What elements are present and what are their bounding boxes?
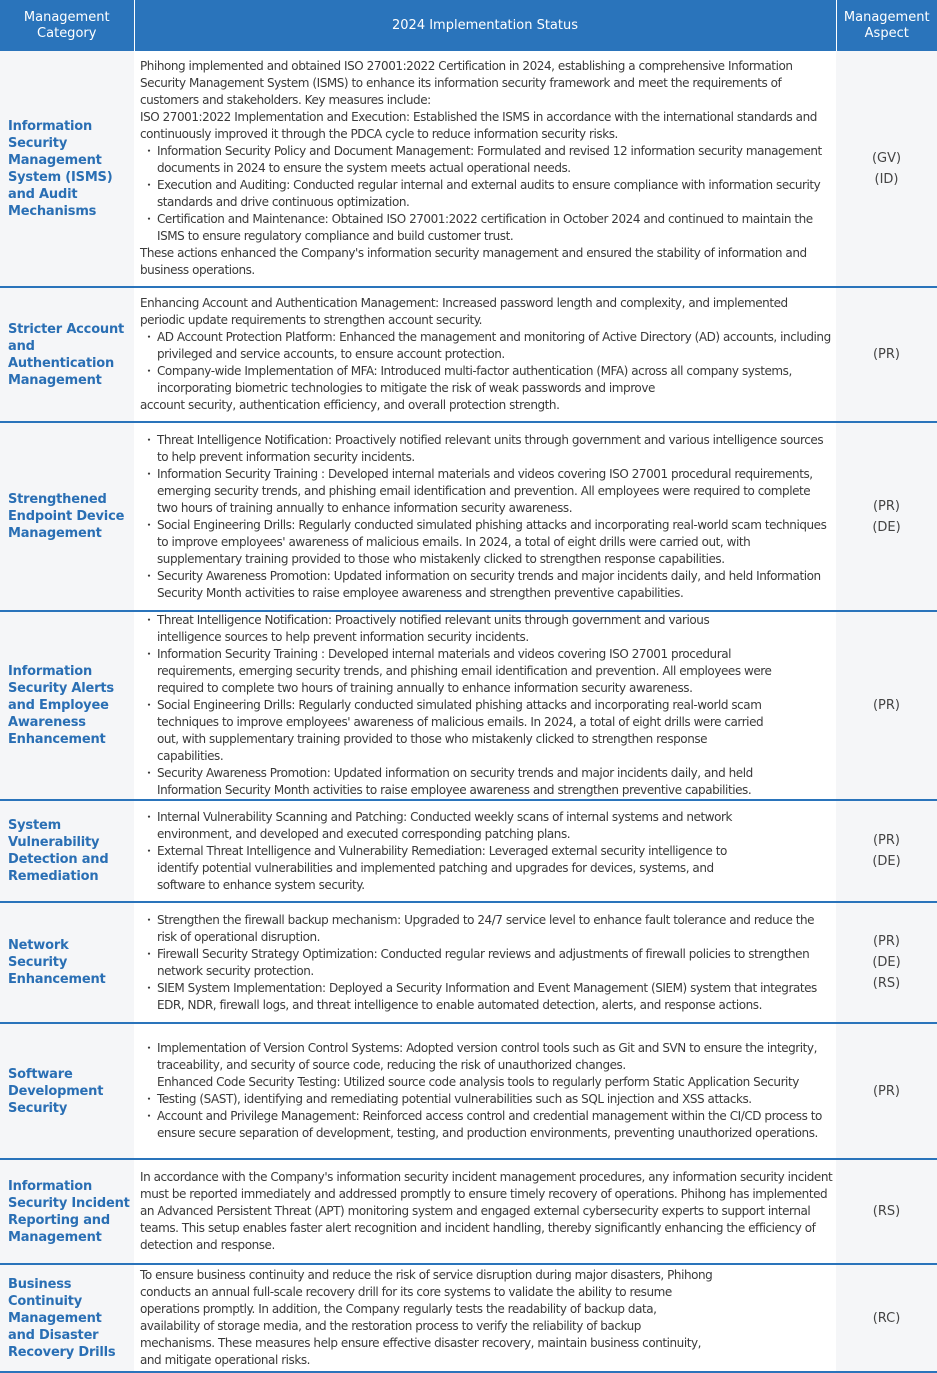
management-aspect-cell — [836, 287, 937, 422]
implementation-status-cell — [134, 611, 836, 800]
management-category-cell: Business Continuity Management and Disaster Recovery Drills — [0, 1264, 134, 1372]
header-management-category: Management Category — [0, 0, 134, 51]
management-category-cell: System Vulnerability Detection and Remediation — [0, 800, 134, 902]
bullet-text: External Threat Intelligence and Vulnerability Remediation: Leveraged external security intelligence to identify potential vulnerabilities and implemented patching and upgrades for devices, systems, and software to enhance system security. — [157, 843, 727, 892]
table-row — [0, 611, 937, 800]
status-paragraph: To ensure business continuity and reduce the risk of service disruption during major disasters, Phihong conducts an annual full-scale recovery drill for its core systems to validate the ability to resume operations promptly. In addition, the Company regularly tests the readability of backup data, availability of storage media, and the restoration process to verify the reliability of backup mechanisms. These measures help ensure effective disaster recovery, maintain business continuity, and mitigate operational risks. — [140, 1268, 713, 1367]
implementation-status-cell — [134, 800, 836, 902]
aspect-code: (RC) — [872, 1310, 901, 1326]
bullet-item — [140, 143, 834, 177]
management-category-cell: Strengthened Endpoint Device Management — [0, 422, 134, 611]
bullet-item — [140, 329, 834, 363]
aspect-code: (PR) — [872, 833, 900, 848]
bullet-dot-icon: ・ — [143, 144, 155, 158]
bullet-item — [140, 946, 834, 980]
management-aspect-cell — [836, 902, 937, 1023]
implementation-status-cell — [134, 1264, 836, 1372]
bullet-item — [140, 912, 834, 946]
table-row — [0, 1159, 937, 1264]
aspect-code: (DE) — [872, 519, 901, 535]
bullet-text: Implementation of Version Control Systems: Adopted version control tools such as Git and SVN to ensure the integrity, traceability, and security of source code, reducing the risk of unauthorized changes. — [157, 1041, 817, 1072]
aspect-code: (PR) — [872, 934, 900, 949]
header-implementation-status: 2024 Implementation Status — [134, 0, 836, 51]
bullet-text: Information Security Training : Developed internal materials and videos covering ISO 27001 procedural requirements, emerging security trends, and phishing email identification and prevention. All employees were required to complete two hours of training annually to enhance information security awareness. — [157, 647, 772, 695]
aspect-code: (RS) — [872, 1204, 901, 1219]
table-row — [0, 800, 937, 902]
table-body — [0, 51, 937, 1372]
implementation-status-cell — [134, 902, 836, 1023]
bullet-item — [140, 177, 834, 211]
bullet-text: Testing (SAST), identifying and remediating potential vulnerabilities such as SQL injection and XSS attacks. — [157, 1092, 752, 1106]
bullet-dot-icon: ・ — [143, 698, 155, 712]
table-header-row — [0, 0, 937, 51]
implementation-status-cell — [134, 422, 836, 611]
management-category-cell: Stricter Account and Authentication Management — [0, 287, 134, 422]
bullet-text: Execution and Auditing: Conducted regular internal and external audits to ensure compliance with information security standards and drive continuous optimization. — [157, 178, 821, 209]
bullet-dot-icon: ・ — [143, 980, 155, 995]
table-row — [0, 287, 937, 422]
management-category-cell: Software Development Security — [0, 1023, 134, 1159]
implementation-status-cell — [134, 51, 836, 287]
bullet-item — [140, 646, 776, 697]
header-management-aspect: Management Aspect — [836, 0, 937, 51]
bullet-item — [140, 568, 834, 602]
bullet-item — [140, 211, 834, 245]
bullet-text: Firewall Security Strategy Optimization: Conducted regular reviews and adjustments of firewall policies to strengthen network security protection. — [157, 946, 810, 978]
bullet-dot-icon: ・ — [143, 809, 155, 824]
bullet-dot-icon: ・ — [143, 766, 155, 780]
status-paragraph: Enhancing Account and Authentication Management: Increased password length and complexity, and implemented periodic update requirements to strengthen account security. — [140, 296, 788, 327]
bullet-item — [140, 1040, 834, 1074]
bullet-dot-icon: ・ — [143, 946, 155, 961]
bullet-item — [140, 809, 740, 843]
bullet-text: Company-wide Implementation of MFA: Introduced multi-factor authentication (MFA) across all company systems, incorporating biometric technologies to mitigate the risk of weak passwords and improve — [157, 364, 792, 395]
bullet-dot-icon: ・ — [143, 466, 155, 481]
bullet-item — [140, 1108, 834, 1142]
management-category-cell: Information Security Alerts and Employee Awareness Enhancement — [0, 611, 134, 800]
aspect-code: (ID) — [874, 171, 899, 187]
aspect-code: (PR) — [872, 698, 900, 713]
bullet-item — [140, 432, 834, 466]
bullet-dot-icon: ・ — [143, 330, 155, 344]
bullet-text: Security Awareness Promotion: Updated information on security trends and major incidents daily, and held Information Security Month activities to raise employee awareness and strengthen preventive capabilities. — [157, 568, 821, 600]
bullet-text: Certification and Maintenance: Obtained ISO 27001:2022 certification in October 2024 and continued to maintain the ISMS to ensure regulatory compliance and build customer trust. — [157, 212, 813, 243]
aspect-code: (GV) — [871, 150, 902, 166]
status-paragraph: Phihong implemented and obtained ISO 27001:2022 Certification in 2024, establishing a comprehensive Information Security Management System (ISMS) to enhance its information security framework and meet the requirements of customers and stakeholders. Key measures include: — [140, 59, 793, 107]
bullet-dot-icon: ・ — [143, 1109, 155, 1123]
status-paragraph: account security, authentication efficiency, and overall protection strength. — [140, 398, 560, 412]
bullet-dot-icon: ・ — [143, 843, 155, 858]
management-aspect-cell — [836, 800, 937, 902]
bullet-item — [140, 765, 776, 799]
status-paragraph: In accordance with the Company's information security incident management procedures, any information security incident must be reported immediately and addressed promptly to ensure timely recovery of operations. Phihong has implemented an Advanced Persistent Threat (APT) monitoring system and engaged external cybersecurity experts to support internal teams. This setup enables faster alert recognition and incident handling, thereby significantly enhancing the efficiency of detection and response. — [140, 1170, 833, 1252]
bullet-text: Social Engineering Drills: Regularly conducted simulated phishing attacks and incorporating real-world scam techniques to improve employees' awareness of malicious emails. In 2024, a total of eight drills were carried out, with supplementary training provided to those who mistakenly clicked to strengthen response capabilities. — [157, 517, 827, 566]
management-aspect-cell — [836, 1264, 937, 1372]
bullet-text: Internal Vulnerability Scanning and Patching: Conducted weekly scans of internal systems and network environment, and developed and executed corresponding patching plans. — [157, 809, 732, 841]
status-paragraph: Enhanced Code Security Testing: Utilized source code analysis tools to regularly perform Static Application Security — [157, 1075, 799, 1089]
bullet-dot-icon: ・ — [143, 517, 155, 532]
management-aspect-cell — [836, 611, 937, 800]
bullet-dot-icon: ・ — [143, 432, 155, 447]
bullet-item — [140, 517, 834, 568]
management-category-cell: Information Security Incident Reporting and Management — [0, 1159, 134, 1264]
bullet-item — [140, 363, 834, 397]
aspect-code: (PR) — [872, 1083, 900, 1099]
bullet-dot-icon: ・ — [143, 912, 155, 927]
bullet-text: Information Security Training : Developed internal materials and videos covering ISO 27001 procedural requirements, emerging security trends, and phishing email identification and prevention. All employees were required to complete two hours of training annually to enhance information security awareness. — [157, 466, 813, 515]
bullet-text: Threat Intelligence Notification: Proactively notified relevant units through government and various intelligence sources to help prevent information security incidents. — [157, 613, 710, 644]
implementation-status-cell — [134, 1159, 836, 1264]
bullet-dot-icon: ・ — [143, 1041, 155, 1055]
table-row — [0, 1264, 937, 1372]
implementation-status-cell — [134, 287, 836, 422]
bullet-dot-icon: ・ — [143, 364, 155, 378]
bullet-dot-icon: ・ — [143, 647, 155, 661]
bullet-dot-icon: ・ — [143, 178, 155, 192]
aspect-code: (PR) — [872, 347, 900, 362]
management-aspect-cell — [836, 1023, 937, 1159]
bullet-text: Information Security Policy and Document Management: Formulated and revised 12 information security management documents in 2024 to ensure the system meets actual operational needs. — [157, 144, 822, 175]
table-row — [0, 51, 937, 287]
implementation-status-cell — [134, 1023, 836, 1159]
bullet-text: AD Account Protection Platform: Enhanced the management and monitoring of Active Directory (AD) accounts, including privileged and service accounts, to ensure account protection. — [157, 330, 831, 361]
bullet-item — [140, 697, 776, 765]
bullet-dot-icon: ・ — [143, 568, 155, 583]
bullet-item — [140, 1091, 834, 1108]
management-category-cell: Network Security Enhancement — [0, 902, 134, 1023]
bullet-dot-icon: ・ — [143, 212, 155, 226]
management-aspect-cell — [836, 51, 937, 287]
table-row — [0, 422, 937, 611]
table-row — [0, 1023, 937, 1159]
bullet-text: Strengthen the firewall backup mechanism: Upgraded to 24/7 service level to enhance fault tolerance and reduce the risk of operational disruption. — [157, 912, 815, 944]
bullet-item — [140, 466, 834, 517]
bullet-dot-icon: ・ — [143, 1092, 155, 1106]
bullet-text: SIEM System Implementation: Deployed a Security Information and Event Management (SIEM) system that integrates EDR, NDR, firewall logs, and threat intelligence to enable automated detection, alerts, and response actions. — [157, 980, 817, 1012]
management-aspect-cell — [836, 1159, 937, 1264]
bullet-item — [140, 843, 740, 894]
bullet-text: Social Engineering Drills: Regularly conducted simulated phishing attacks and incorporating real-world scam techniques to improve employees' awareness of malicious emails. In 2024, a total of eight drills were carried out, with supplementary training provided to those who mistakenly clicked to strengthen response capabilities. — [157, 698, 764, 763]
management-aspect-cell — [836, 422, 937, 611]
aspect-code: (RS) — [872, 976, 901, 991]
aspect-code: (DE) — [872, 955, 901, 970]
management-category-cell: Information Security Management System (ISMS) and Audit Mechanisms — [0, 51, 134, 287]
bullet-dot-icon: ・ — [143, 613, 155, 627]
bullet-item — [140, 612, 776, 646]
table-row — [0, 902, 937, 1023]
bullet-text: Threat Intelligence Notification: Proactively notified relevant units through government and various intelligence sources to help prevent information security incidents. — [157, 432, 824, 464]
status-paragraph: These actions enhanced the Company's information security management and ensured the stability of information and business operations. — [140, 246, 807, 277]
bullet-text: Account and Privilege Management: Reinforced access control and credential management within the CI/CD process to ensure secure separation of development, testing, and production environments, preventing unauthorized operations. — [157, 1109, 822, 1140]
bullet-text: Security Awareness Promotion: Updated information on security trends and major incidents daily, and held Information Security Month activities to raise employee awareness and strengthen preventive capabilities. — [157, 766, 753, 797]
status-paragraph: ISO 27001:2022 Implementation and Execution: Established the ISMS in accordance with the international standards and continuously improved it through the PDCA cycle to reduce information security risks. — [140, 110, 817, 141]
bullet-item — [140, 980, 834, 1014]
aspect-code: (PR) — [872, 498, 900, 514]
aspect-code: (DE) — [872, 854, 901, 869]
